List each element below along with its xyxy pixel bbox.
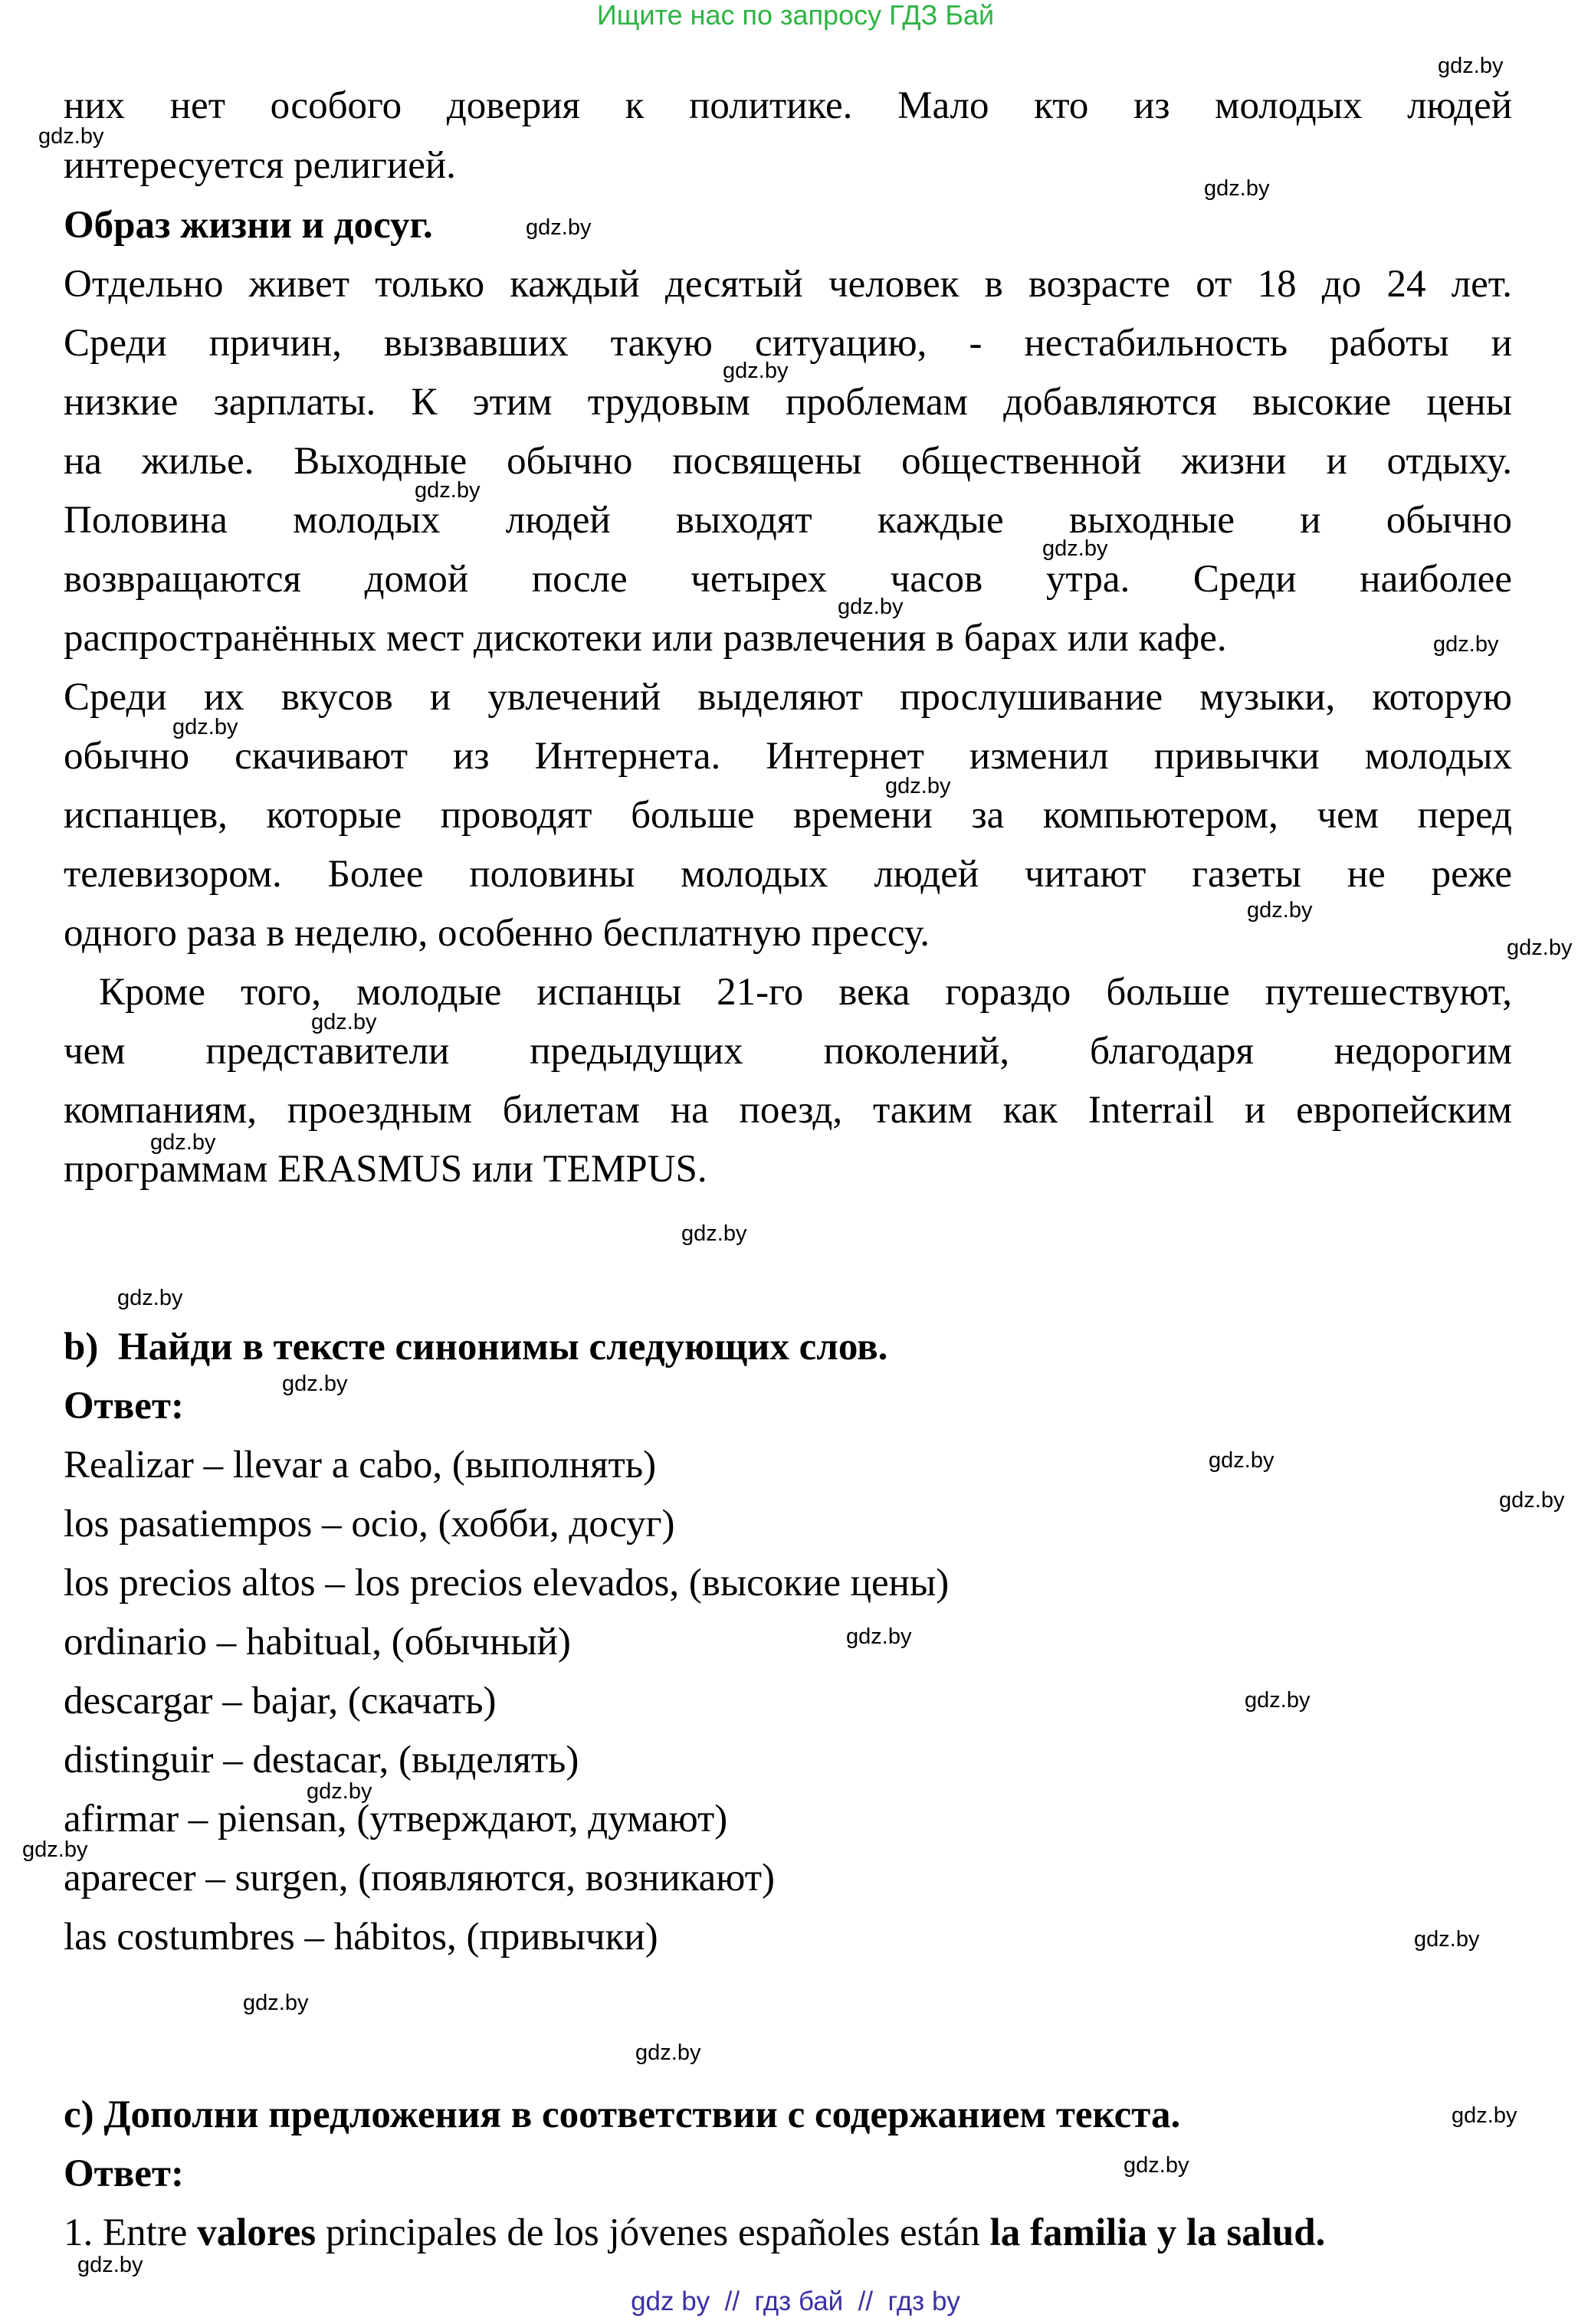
watermark: gdz.by [1433,632,1499,657]
text-line: Среди их вкусов и увлечений выделяют прослушивание музыки, которую [64,676,1512,719]
watermark: gdz.by [1507,936,1573,960]
watermark: gdz.by [723,359,789,383]
watermark: gdz.by [172,715,238,739]
synonym-item: aparecer – surgen, (появляются, возникают) [64,1857,776,1900]
synonym-item: Realizar – llevar a cabo, (выполнять) [64,1444,657,1487]
text-line: интересуется религией. [64,144,456,187]
synonym-item: ordinario – habitual, (обычный) [64,1621,571,1664]
watermark: gdz.by [1245,1688,1311,1713]
synonym-item: distinguir – destacar, (выделять) [64,1739,579,1782]
watermark: gdz.by [635,2040,701,2065]
watermark: gdz.by [415,478,481,503]
sentence-1-middle: principales de los jóvenes españoles están [316,2211,990,2254]
watermark: gdz.by [77,2253,143,2277]
text-line: Отдельно живет только каждый десятый человек в возрасте от 18 до 24 лет. [64,263,1512,306]
watermark: gdz.by [311,1010,377,1034]
text-line: Среди причин, вызвавших такую ситуацию, - нестабильность работы и [64,322,1512,365]
watermark: gdz.by [1414,1927,1480,1952]
watermark: gdz.by [1499,1488,1565,1513]
watermark: gdz.by [885,774,951,798]
watermark: gdz.by [1452,2103,1517,2128]
text-line: программам ERASMUS или TEMPUS. [64,1148,707,1191]
watermark: gdz.by [681,1221,747,1246]
text-line: низкие зарплаты. К этим трудовым проблемам добавляются высокие цены [64,381,1512,424]
text-line: возвращаются домой после четырех часов утра. Среди наиболее [64,558,1512,601]
text-line: них нет особого доверия к политике. Мало кто из молодых людей [64,84,1512,127]
watermark: gdz.by [1042,536,1108,561]
watermark: gdz.by [526,215,592,240]
top-banner: Ищите нас по запросу ГДЗ Бай [596,0,995,31]
watermark: gdz.by [117,1286,183,1310]
task-b-title: b) Найди в тексте синонимы следующих слов. [64,1326,888,1369]
synonym-item: los precios altos – los precios elevados, (высокие цены) [64,1562,950,1605]
watermark: gdz.by [1247,898,1313,923]
watermark: gdz.by [150,1130,216,1155]
text-line: чем представители предыдущих поколений, благодаря недорогим [64,1030,1512,1073]
watermark: gdz.by [38,124,104,149]
text-line: Кроме того, молодые испанцы 21-го века гораздо больше путешествуют, [64,971,1512,1014]
sentence-1-bold-answer: la familia y la salud. [989,2211,1326,2254]
text-line: испанцев, которые проводят больше времени за компьютером, чем перед [64,794,1512,837]
text-line: на жилье. Выходные обычно посвящены общественной жизни и отдыху. [64,440,1512,483]
text-line: распространённых мест дискотеки или развлечения в барах или кафе. [64,617,1227,660]
synonym-item: descargar – bajar, (скачать) [64,1680,497,1723]
task-c-title: c) Дополни предложения в соответствии с содержанием текста. [64,2093,1181,2136]
bottom-banner: gdz by // гдз бай // гдз by [631,2286,960,2316]
answer-label: Ответ: [64,2152,184,2195]
watermark: gdz.by [838,595,904,619]
watermark: gdz.by [282,1372,348,1396]
watermark: gdz.by [1209,1448,1274,1473]
watermark: gdz.by [1438,54,1504,78]
text-line: одного раза в неделю, особенно бесплатную прессу. [64,912,930,955]
sentence-1-prefix: 1. Entre [64,2211,198,2254]
watermark: gdz.by [1204,176,1270,201]
watermark: gdz.by [1124,2153,1189,2178]
text-line: телевизором. Более половины молодых людей читают газеты не реже [64,853,1512,896]
text-line: обычно скачивают из Интернета. Интернет изменил привычки молодых [64,735,1512,778]
text-line: компаниям, проездным билетам на поезд, таким как Interrail и европейским [64,1089,1512,1132]
watermark: gdz.by [243,1991,309,2015]
answer-label: Ответ: [64,1385,184,1428]
watermark: gdz.by [846,1624,912,1649]
synonym-item: afirmar – piensan, (утверждают, думают) [64,1798,728,1841]
text-line: Половина молодых людей выходят каждые выходные и обычно [64,499,1512,542]
synonym-item: las costumbres – hábitos, (привычки) [64,1916,658,1959]
section-heading: Образ жизни и досуг. [64,204,433,247]
synonym-item: los pasatiempos – ocio, (хобби, досуг) [64,1503,675,1546]
sentence-1-bold-valores: valores [197,2211,317,2254]
watermark: gdz.by [307,1779,372,1804]
watermark: gdz.by [22,1837,88,1862]
sentence-1 [64,2210,1512,2256]
